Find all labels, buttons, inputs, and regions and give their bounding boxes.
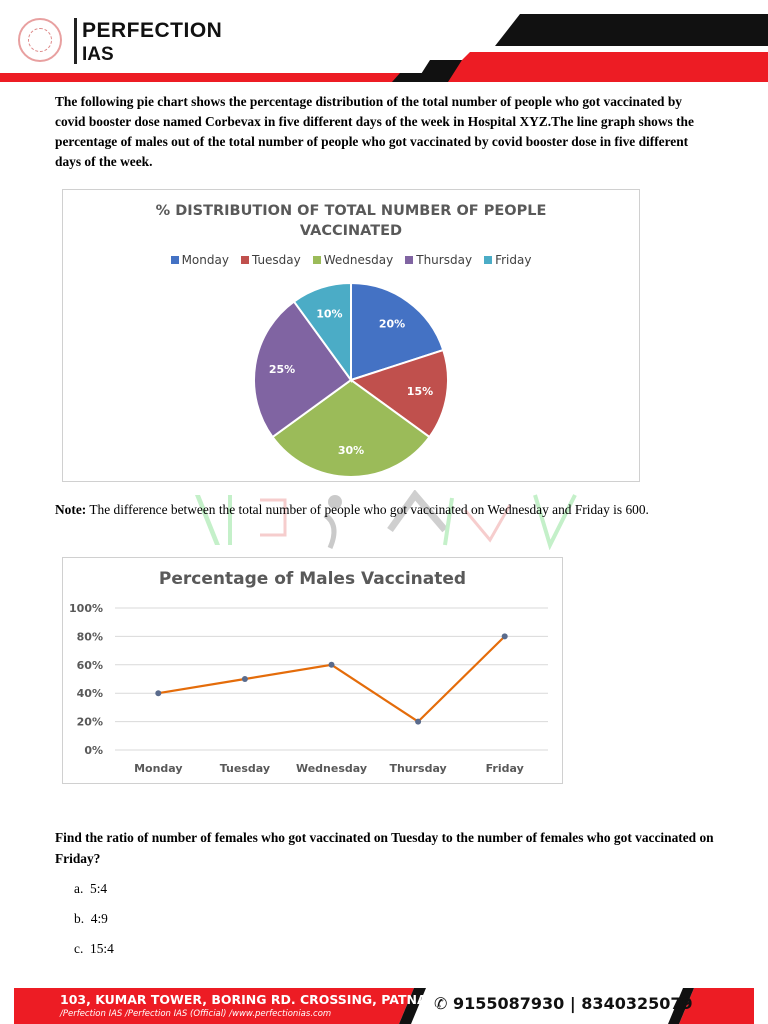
- page-footer: [14, 988, 754, 1024]
- logo-emblem: [18, 18, 62, 62]
- page-header: [0, 0, 768, 82]
- legend-label: Monday: [181, 253, 229, 267]
- note-body: The difference between the total number of people who got vaccinated on Wednesday and Friday is 600.: [86, 502, 649, 517]
- line-chart-title: Percentage of Males Vaccinated: [158, 569, 467, 589]
- data-point-monday: [155, 690, 161, 696]
- pie-chart-box: [62, 189, 640, 482]
- pie-data-label: 20%: [378, 317, 406, 331]
- y-tick-label: 40%: [76, 687, 103, 701]
- pie-data-label: 25%: [268, 363, 296, 377]
- option-letter: c.: [74, 941, 84, 956]
- option-text: 5:4: [90, 881, 108, 896]
- x-tick-label: Wednesday: [295, 762, 368, 775]
- y-tick-label: 100%: [69, 602, 103, 615]
- note-label: Note:: [55, 502, 87, 517]
- legend-label: Tuesday: [251, 253, 301, 267]
- pie-title-line1: % DISTRIBUTION OF TOTAL NUMBER OF PEOPLE: [155, 203, 547, 219]
- phone-numbers: 9155087930 | 8340325079: [452, 994, 693, 1013]
- data-point-thursday: [415, 719, 421, 725]
- line-series-males: [158, 636, 504, 721]
- footer-phone: [434, 994, 693, 1013]
- option-letter: b.: [74, 911, 85, 926]
- option-b[interactable]: [74, 911, 108, 927]
- option-c[interactable]: [74, 941, 114, 957]
- option-letter: a.: [74, 881, 84, 896]
- legend-label: Thursday: [416, 253, 473, 267]
- question-intro: The following pie chart shows the percentage distribution of the total number of people who got vaccinated by covid booster dose named Corbevax in five different days of the week in Hospital XYZ.The line graph shows the percentage of males out of the total number of people who got vaccinated by covid booster dose in five different days of the week.: [55, 94, 694, 169]
- phone-icon: ✆: [434, 994, 448, 1013]
- line-chart-box: [62, 557, 563, 784]
- line-chart-svg: [63, 558, 562, 783]
- pie-title-line2: VACCINATED: [299, 223, 403, 239]
- data-point-tuesday: [242, 676, 248, 682]
- legend-label: Friday: [495, 253, 532, 267]
- pie-data-label: 10%: [316, 307, 343, 321]
- x-tick-label: Tuesday: [219, 762, 271, 775]
- watermark-logo: [190, 490, 580, 550]
- footer-address: 103, KUMAR TOWER, BORING RD. CROSSING, PATNA: [60, 992, 427, 1007]
- option-text: 15:4: [90, 941, 114, 956]
- logo-divider: [74, 18, 77, 64]
- x-tick-label: Thursday: [389, 762, 447, 775]
- pie-chart-svg: [63, 190, 639, 481]
- note-text: [55, 500, 715, 520]
- data-point-friday: [502, 633, 508, 639]
- y-tick-label: 0%: [84, 744, 103, 757]
- y-tick-label: 60%: [76, 658, 103, 672]
- y-tick-label: 80%: [76, 630, 103, 644]
- data-point-wednesday: [329, 662, 335, 668]
- legend-label: Wednesday: [323, 253, 394, 267]
- pie-data-label: 30%: [337, 443, 365, 457]
- option-a[interactable]: [74, 881, 107, 897]
- pie-data-label: 15%: [406, 384, 434, 398]
- option-text: 4:9: [90, 911, 108, 926]
- y-tick-label: 20%: [76, 715, 103, 729]
- brand-suffix: IAS: [82, 44, 114, 65]
- footer-social-links[interactable]: /Perfection IAS /Perfection IAS (Official) /www.perfectionias.com: [60, 1009, 332, 1019]
- x-tick-label: Monday: [134, 762, 183, 775]
- x-tick-label: Friday: [485, 762, 524, 775]
- brand-name: PERFECTION: [82, 19, 223, 42]
- question-text: Find the ratio of number of females who got vaccinated on Tuesday to the number of females who got vaccinated on Friday?: [55, 830, 714, 866]
